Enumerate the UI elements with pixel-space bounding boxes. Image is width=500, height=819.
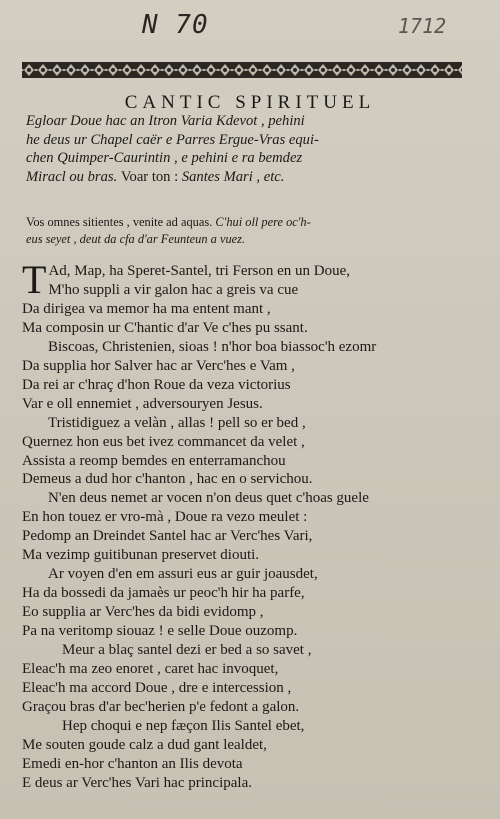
poem-line: Eo supplia ar Verc'hes da bidi evidomp , (22, 604, 264, 621)
intro-line: Egloar Doue hac an Itron Varia Kdevot , pehini (26, 113, 305, 129)
poem-line: Da rei ar c'hraç d'hon Roue da veza victorius (22, 376, 291, 393)
poem-line: Eleac'h ma zeo enoret , caret hac invoquet, (22, 661, 279, 678)
poem-line: M'ho suppli a vir galon hac a greis va cue (48, 281, 299, 298)
handwritten-year: 1712 (398, 14, 447, 38)
tune-name: Santes Mari , etc. (181, 168, 285, 185)
poem-line: Pedomp an Dreindet Santel hac ar Verc'hes Vari, (22, 528, 313, 545)
poem-body (22, 257, 472, 793)
poem-line: Ha da bossedi da jamaès ur peoc'h hir ha parfe, (22, 585, 305, 602)
poem-line: En hon touez er vro-mà , Doue ra vezo meulet : (22, 509, 308, 526)
breton-translation-line: eus seyet , deut da cfa d'ar Feunteun a vuez. (26, 231, 246, 246)
poem-line: Me souten goude calz a dud gant lealdet, (22, 736, 267, 753)
intro-line: chen Quimper-Caurintin , e pehini e ra bemdez (26, 150, 303, 167)
intro-line: he deus ur Chapel caër e Parres Ergue-Vras equi- (26, 131, 319, 148)
breton-translation: C'hui oll pere oc'h- (215, 215, 311, 229)
poem-line: E deus ar Verc'hes Vari hac principala. (22, 774, 252, 791)
latin-quote: Vos omnes sitientes , venite ad aquas. (26, 215, 213, 229)
intro-line-text: Miracl ou bras. (26, 168, 118, 185)
poem-line: Ma vezimp guitibunan preservet diouti. (22, 547, 260, 564)
poem-line: Emedi en-hor c'hanton an Ilis devota (22, 755, 243, 772)
poem-line: Meur a blaç santel dezi er bed a so savet , (62, 642, 312, 659)
poem-line: Assista a reomp bemdes en enterramanchou (22, 452, 286, 469)
poem-line: Demeus a dud hor c'hanton , hac en o servichou. (22, 471, 313, 488)
drop-cap: T (22, 257, 47, 302)
poem-line: Eleac'h ma accord Doue , dre e intercession , (22, 679, 292, 696)
latin-line (26, 214, 466, 231)
poem-line: Tristidiguez a velàn , allas ! pell so er bed , (48, 414, 306, 431)
poem-line-text: Ad, Map, ha Speret-Santel, tri Ferson en un Doue, (48, 263, 351, 279)
poem-line: Pa na veritomp siouaz ! e selle Doue ouzomp. (22, 623, 298, 640)
intro-paragraph (26, 112, 466, 186)
poem-line: Graçou bras d'ar bec'herien p'e fedont a galon. (22, 698, 300, 715)
poem-line: Var e oll ennemiet , adversouryen Jesus. (22, 395, 263, 412)
poem-line: Quernez hon eus bet ivez commancet da velet , (22, 433, 305, 450)
poem-line: Biscoas, Christenien, sioas ! n'hor boa biassoc'h ezomr (48, 338, 377, 355)
poem-line: Hep choqui e nep fæçon Ilis Santel ebet, (62, 717, 305, 734)
latin-epigraph (26, 214, 466, 247)
poem-line: Da supplia hor Salver hac ar Verc'hes e Vam , (22, 357, 295, 374)
ornament-band (22, 62, 462, 78)
poem-line: Ma composin ur C'hantic d'ar Ve c'hes pu ssant. (22, 319, 308, 336)
intro-line (26, 168, 466, 187)
handwritten-number: N 70 (142, 10, 209, 40)
page-title: CANTIC SPIRITUEL (124, 92, 376, 113)
poem-line: Da dirigea va memor ha ma entent mant , (22, 300, 271, 317)
tune-prefix: Voar ton : (120, 168, 179, 185)
poem-line: Ar voyen d'en em assuri eus ar guir joausdet, (48, 566, 318, 583)
poem-line: N'en deus nemet ar vocen n'on deus quet c'hoas guele (48, 490, 369, 507)
